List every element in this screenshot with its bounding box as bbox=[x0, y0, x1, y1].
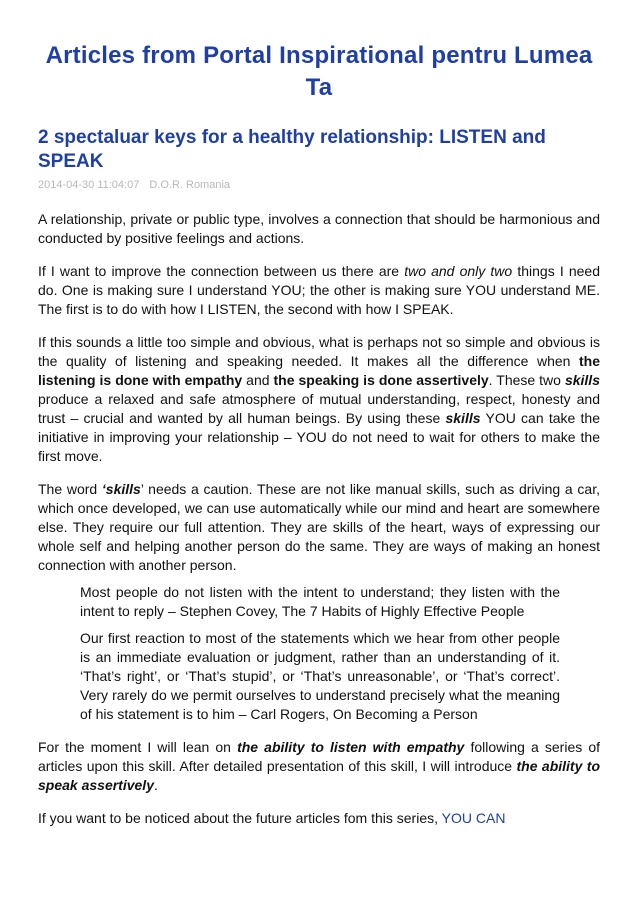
quote-block bbox=[80, 583, 560, 724]
you-can-link[interactable]: YOU CAN bbox=[441, 810, 506, 826]
quote-rogers: Our first reaction to most of the statements which we hear from other people is an immediate evaluation or judgment, rather than an understanding of it. ‘That’s right’, or ‘That’s stupid’, or ‘That’s unreasonable’, or ‘That’s correct’. Very rarely do we permit ourselves to understand precisely what the meaning of his statement is to him – Carl Rogers, On Becoming a Person bbox=[80, 630, 560, 722]
article-author: D.O.R. Romania bbox=[149, 179, 231, 191]
bold-italic-listen-empathy: the ability to listen with empathy bbox=[237, 739, 465, 755]
paragraph-6 bbox=[38, 809, 600, 828]
text-span: produce a relaxed and safe atmosphere of mutual understanding, respect, honesty and trust – crucial and wanted by all human beings. By using these bbox=[38, 391, 600, 426]
text-span: things I need do. One is making sure I understand YOU; the other is making sure YOU understand ME. The first is to do with how I LISTEN, the second with how I SPEAK. bbox=[38, 263, 600, 317]
bold-italic-skills: ‘skills bbox=[101, 481, 141, 497]
text-span: and bbox=[242, 372, 274, 388]
text-span: The word bbox=[38, 481, 102, 497]
text-span: ’ needs a caution. These are not like manual skills, such as driving a car, which once developed, we can use automatically while our mind and heart are somewhere else. They require our full attention. They are skills of the heart, ways of expressing our whole self and helping another person do the same. They are ways of making an honest connection with another person. bbox=[38, 481, 600, 573]
quote-covey: Most people do not listen with the intent to understand; they listen with the intent to reply – Stephen Covey, The 7 Habits of Highly Effective People bbox=[80, 584, 560, 619]
emphasis-two-and-only-two: two and only two bbox=[404, 263, 513, 279]
text-span: For the moment I will lean on bbox=[38, 739, 238, 755]
bold-italic-speak-assertively: the ability to speak assertively bbox=[38, 758, 600, 793]
bold-italic-skills: skills bbox=[445, 410, 481, 426]
paragraph-2 bbox=[38, 262, 600, 319]
site-title: Articles from Portal Inspirational pentru Lumea Ta bbox=[45, 42, 593, 101]
text-span: YOU can take the initiative in improving your relationship – YOU do not need to wait for others to make the first move. bbox=[38, 410, 600, 464]
paragraph-3 bbox=[38, 333, 600, 466]
bold-listening-empathy: the listening is done with empathy bbox=[38, 353, 600, 388]
text-span: . bbox=[153, 777, 158, 793]
text-span: If you want to be noticed about the future articles fom this series, bbox=[38, 810, 442, 826]
paragraph-4 bbox=[38, 480, 600, 575]
paragraph-1: A relationship, private or public type, involves a connection that should be harmonious and conducted by positive feelings and actions. bbox=[38, 211, 600, 246]
article-title: 2 spectaluar keys for a healthy relationship: LISTEN and SPEAK bbox=[38, 127, 546, 172]
text-span: If I want to improve the connection between us there are bbox=[38, 263, 405, 279]
article-meta bbox=[38, 178, 600, 192]
text-span: following a series of articles upon this skill. After detailed presentation of this skill, I will introduce bbox=[38, 739, 601, 774]
text-span: If this sounds a little too simple and obvious, what is perhaps not so simple and obvious is the quality of listening and speaking needed. It makes all the difference when bbox=[38, 334, 600, 369]
article-date: 2014-04-30 11:04:07 bbox=[38, 179, 140, 191]
paragraph-5 bbox=[38, 738, 600, 795]
text-span: . These two bbox=[488, 372, 565, 388]
bold-italic-skills: skills bbox=[564, 372, 600, 388]
bold-speaking-assertively: the speaking is done assertively bbox=[273, 372, 489, 388]
